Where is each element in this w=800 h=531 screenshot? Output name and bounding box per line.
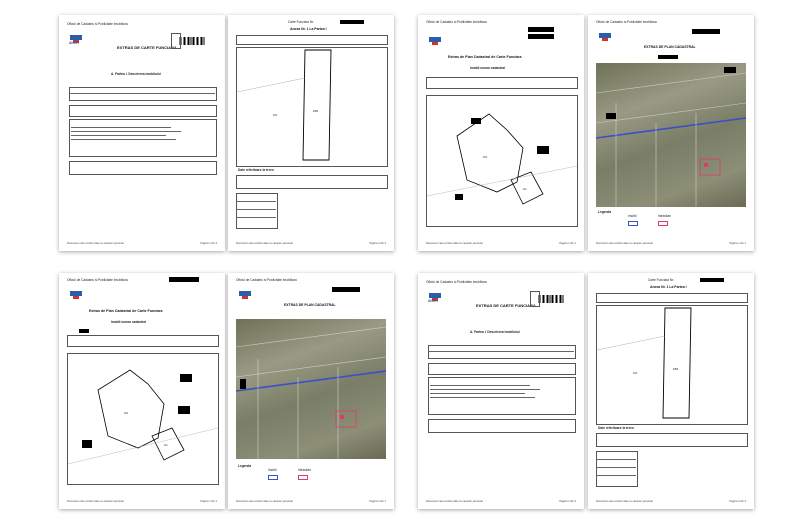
page-footer: Document care contine date cu caracter personal [67,242,124,245]
page-title: EXTRAS DE CARTE FUNCIARA [117,45,177,50]
page-header: Oficiul de Cadastru si Publicitate Imobiliara [426,280,487,284]
redaction [528,27,554,32]
legend-item: Imobil [268,468,277,472]
plan-frame [426,95,578,227]
document-page-4[interactable] [588,15,754,251]
table [69,161,217,175]
section-title: Imobil numar cadastral [111,320,146,324]
stamp-box [171,33,181,49]
page-title: EXTRAS DE PLAN CADASTRAL [284,303,336,307]
document-page-6[interactable] [228,273,394,509]
table [236,175,388,189]
page-title: Extras de Plan Cadastral de Carte Funciara [448,55,522,59]
text-line [430,393,525,394]
text-line [71,131,181,132]
table [69,87,217,101]
plan-frame [236,47,388,167]
page-number: Pagina 1 din 1 [729,242,746,245]
redaction [658,55,678,59]
table [428,345,576,359]
table [67,335,219,347]
coords-table [236,193,278,229]
page-header: Oficiul de Cadastru si Publicitate Imobiliara [426,20,487,24]
page-footer: Document care contine date cu caracter personal [236,500,293,503]
text-line [430,385,530,386]
parcel-plan [68,354,218,484]
barcode [179,37,205,45]
section-title: Date referitoare la teren [598,426,634,430]
page-header: Carte Funciara Nr. [288,20,315,24]
table-row [236,217,276,218]
legend-swatch [298,475,308,480]
redaction [79,329,89,333]
page-number: Pagina 1 din 3 [200,242,217,245]
table-row [69,93,215,94]
table [428,363,576,375]
legend-title: Legenda [238,464,252,468]
coords-table [596,451,638,487]
legend-item: Imobil [628,214,637,218]
page-header: Carte Funciara Nr. [648,278,675,282]
svg-text:CC: CC [633,371,638,375]
redaction [340,20,364,24]
agency-logo-icon [598,29,612,39]
svg-text:150: 150 [673,367,679,371]
document-page-3[interactable] [418,15,584,251]
text-line [430,389,540,390]
agency-name: ANCPI [69,41,79,45]
legend-item: Intravilan [658,214,671,218]
table-row [596,475,636,476]
redaction [169,277,199,282]
map-overlay [596,63,746,207]
barcode [538,295,564,303]
svg-text:CC: CC [483,155,488,159]
text-line [71,127,171,128]
agency-logo-icon [238,287,252,297]
parcel-plan [427,96,577,226]
legend-item: Intravilan [298,468,311,472]
table [236,35,388,45]
plan-frame [67,353,219,485]
page-header: Oficiul de Cadastru si Publicitate Imobiliara [236,278,297,282]
table [426,77,578,89]
table-row [596,459,636,460]
table-row [236,201,276,202]
document-page-2[interactable] [228,15,394,251]
table [69,105,217,117]
agency-logo-icon [69,31,83,41]
page-number: Pagina 2 din 3 [369,242,386,245]
table-row [428,351,574,352]
legend-swatch [628,221,638,226]
page-title: Anexa Nr. 1 La Partea I [290,27,327,31]
agency-logo-icon [69,287,83,297]
svg-text:CC: CC [124,411,129,415]
page-footer: Document care contine date cu caracter personal [596,500,653,503]
text-line [430,397,535,398]
page-footer: Document care contine date cu caracter personal [236,242,293,245]
table [596,433,748,447]
parcel-plan [237,48,387,166]
redaction [692,29,720,34]
page-footer: Document care contine date cu caracter personal [426,242,483,245]
page-number: Pagina 2 din 3 [729,500,746,503]
page-number: Pagina 1 din 1 [200,500,217,503]
map-overlay [236,319,386,459]
document-page-1[interactable] [59,15,225,251]
page-title: Extras de Plan Cadastral de Carte Funciara [89,309,163,313]
page-number: Pagina 1 din 1 [369,500,386,503]
owners-table [428,377,576,415]
svg-text:Cc: Cc [523,187,527,191]
page-title: EXTRAS DE PLAN CADASTRAL [644,45,696,49]
table [596,293,748,303]
redaction [332,287,360,292]
legend-swatch [658,221,668,226]
agency-name: ANCPI [428,299,438,303]
page-footer: Document care contine date cu caracter personal [67,500,124,503]
section-title: Imobil numar cadastral [470,66,505,70]
page-header: Oficiul de Cadastru si Publicitate Imobiliara [67,278,128,282]
document-page-8[interactable] [588,273,754,509]
section-title: Date referitoare la teren [238,168,274,172]
page-title: Anexa Nr. 1 La Partea I [650,285,687,289]
page-number: Pagina 1 din 3 [559,500,576,503]
agency-logo-icon [428,289,442,299]
legend-title: Legenda [598,210,612,214]
redaction [528,34,554,39]
svg-text:150: 150 [313,109,319,113]
section-title: A. Partea I. Descrierea imobilului [470,330,520,334]
svg-text:Cc: Cc [164,443,168,447]
table [428,419,576,433]
parcel-plan [597,306,747,424]
owners-table [69,119,217,157]
page-footer: Document care contine date cu caracter personal [596,242,653,245]
page-header: Oficiul de Cadastru si Publicitate Imobiliara [67,22,128,26]
aerial-map[interactable] [596,63,746,207]
svg-text:CC: CC [273,113,278,117]
agency-logo-icon [428,33,442,43]
page-footer: Document care contine date cu caracter personal [426,500,483,503]
aerial-map[interactable] [236,319,386,459]
text-line [71,135,166,136]
plan-frame [596,305,748,425]
table-row [596,467,636,468]
document-page-5[interactable] [59,273,225,509]
page-title: EXTRAS DE CARTE FUNCIARA [476,303,536,308]
legend-swatch [268,475,278,480]
stamp-box [530,291,540,307]
document-page-7[interactable] [418,273,584,509]
table-row [236,209,276,210]
text-line [71,139,176,140]
page-header: Oficiul de Cadastru si Publicitate Imobiliara [596,20,657,24]
redaction [700,278,724,282]
section-title: A. Partea I. Descrierea imobilului [111,72,161,76]
page-number: Pagina 1 din 1 [559,242,576,245]
